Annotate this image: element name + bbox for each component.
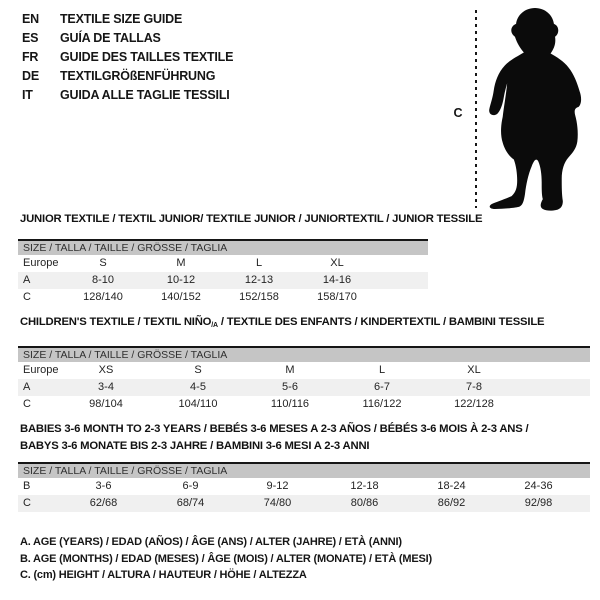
size-cell: 86/92 (408, 495, 495, 512)
size-cell: 10-12 (142, 272, 220, 289)
babies-section-title (20, 421, 528, 455)
size-cell: 110/116 (270, 398, 310, 410)
babies-title-line2: BABYS 3-6 MONATE BIS 2-3 JAHRE / BAMBINI 3-6 MESI A 2-3 ANNI (20, 440, 370, 452)
language-row-de (22, 67, 233, 86)
size-cell: 18-24 (437, 480, 466, 492)
size-cell: 9-12 (266, 480, 289, 492)
size-header-bar (18, 463, 590, 478)
size-header-text: SIZE / TALLA / TAILLE / GRÖSSE / TAGLIA (18, 463, 590, 478)
column-header: Europe (23, 364, 59, 376)
language-row-it (22, 86, 233, 105)
spacer-cell (376, 289, 428, 306)
language-label: GUIDE DES TAILLES TEXTILE (60, 50, 234, 64)
size-header-text: SIZE / TALLA / TAILLE / GRÖSSE / TAGLIA (18, 240, 428, 255)
children-section-title (20, 316, 544, 329)
language-row-es (22, 29, 233, 48)
size-cell: 98/104 (89, 398, 123, 410)
column-header: M (176, 257, 186, 269)
size-cell: 3-4 (60, 379, 152, 396)
size-cell: 92/98 (495, 495, 582, 512)
language-code: EN (22, 12, 39, 26)
language-label: TEXTILGRÖßENFÜHRUNG (60, 69, 216, 83)
size-header-text: SIZE / TALLA / TAILLE / GRÖSSE / TAGLIA (18, 347, 590, 362)
language-row-fr (22, 48, 233, 67)
spacer-cell (582, 478, 590, 495)
spacer-cell (582, 495, 590, 512)
row-label: B (23, 480, 31, 492)
table-row (18, 379, 590, 396)
language-code: DE (22, 69, 39, 83)
footnote-legend (20, 534, 432, 584)
row-label: C (18, 495, 60, 512)
row-label: A (18, 379, 60, 396)
row-label: C (23, 291, 31, 303)
size-cell: 6-7 (336, 379, 428, 396)
row-label: C (23, 398, 31, 410)
column-header-row (18, 362, 590, 379)
column-header: S (99, 257, 107, 269)
size-cell: 104/110 (178, 398, 218, 410)
table-row (18, 495, 590, 512)
column-header: XL (330, 257, 344, 269)
size-cell: 6-9 (182, 480, 199, 492)
size-cell: 4-5 (152, 379, 244, 396)
size-cell: 12-13 (220, 272, 298, 289)
size-header-bar (18, 347, 590, 362)
column-header: L (255, 257, 263, 269)
table-row (18, 396, 590, 413)
size-cell: 116/122 (362, 398, 402, 410)
language-row-en (22, 10, 233, 29)
language-code: ES (22, 31, 39, 45)
language-label: GUÍA DE TALLAS (60, 31, 161, 45)
language-label: TEXTILE SIZE GUIDE (60, 12, 183, 26)
size-cell: 62/68 (60, 495, 147, 512)
children-title-subscript: /A (211, 322, 218, 329)
size-cell: 74/80 (234, 495, 321, 512)
junior-size-table (18, 239, 428, 306)
size-cell: 140/152 (161, 291, 201, 303)
column-header: S (194, 364, 202, 376)
size-cell: 24-36 (524, 480, 553, 492)
size-header-bar (18, 240, 428, 255)
language-code: FR (22, 50, 39, 64)
height-measure-label: C (453, 106, 463, 120)
size-cell: 128/140 (83, 291, 123, 303)
column-header: XS (98, 364, 114, 376)
spacer-cell (520, 379, 590, 396)
table-row (18, 478, 590, 495)
column-header: L (378, 364, 386, 376)
size-cell: 80/86 (321, 495, 408, 512)
row-label: A (18, 272, 64, 289)
spacer-cell (520, 396, 590, 413)
size-cell: 68/74 (147, 495, 234, 512)
size-cell: 14-16 (298, 272, 376, 289)
column-header: M (285, 364, 295, 376)
column-header: XL (467, 364, 481, 376)
size-cell: 3-6 (95, 480, 112, 492)
children-title-prefix: CHILDREN'S TEXTILE / TEXTIL NIÑO (20, 316, 212, 328)
junior-section-title: JUNIOR TEXTILE / TEXTIL JUNIOR/ TEXTILE JUNIOR / JUNIORTEXTIL / JUNIOR TESSILE (20, 213, 483, 225)
footnote-c: C. (cm) HEIGHT / ALTURA / HAUTEUR / HÖHE / ALTEZZA (20, 569, 307, 581)
column-header: Europe (23, 257, 59, 269)
size-cell: 7-8 (428, 379, 520, 396)
footnote-a: A. AGE (YEARS) / EDAD (AÑOS) / ÂGE (ANS) / ALTER (JAHRE) / ETÀ (ANNI) (20, 536, 402, 548)
table-row (18, 289, 428, 306)
size-cell: 8-10 (64, 272, 142, 289)
babies-title-line1: BABIES 3-6 MONTH TO 2-3 YEARS / BEBÉS 3-6 MESES A 2-3 AÑOS / BÉBÉS 3-6 MOIS À 2-3 ANS / (20, 423, 529, 435)
size-cell: 12-18 (350, 480, 379, 492)
children-title-suffix: / TEXTILE DES ENFANTS / KINDERTEXTIL / BAMBINI TESSILE (217, 316, 545, 328)
size-cell: 158/170 (317, 291, 357, 303)
size-cell: 122/128 (454, 398, 494, 410)
children-size-table (18, 346, 590, 413)
size-cell: 5-6 (244, 379, 336, 396)
height-measure-dashed-line (475, 10, 477, 208)
spacer-cell (520, 362, 590, 379)
toddler-silhouette-icon (486, 5, 584, 211)
spacer-cell (376, 255, 428, 272)
column-header-row (18, 255, 428, 272)
size-cell: 152/158 (239, 291, 279, 303)
footnote-b: B. AGE (MONTHS) / EDAD (MESES) / ÂGE (MOIS) / ALTER (MONATE) / ETÀ (MESI) (20, 552, 432, 565)
language-title-list (22, 10, 233, 105)
language-code: IT (22, 88, 33, 102)
table-row (18, 272, 428, 289)
babies-size-table (18, 462, 590, 512)
spacer-cell (376, 272, 428, 289)
language-label: GUIDA ALLE TAGLIE TESSILI (60, 88, 230, 102)
